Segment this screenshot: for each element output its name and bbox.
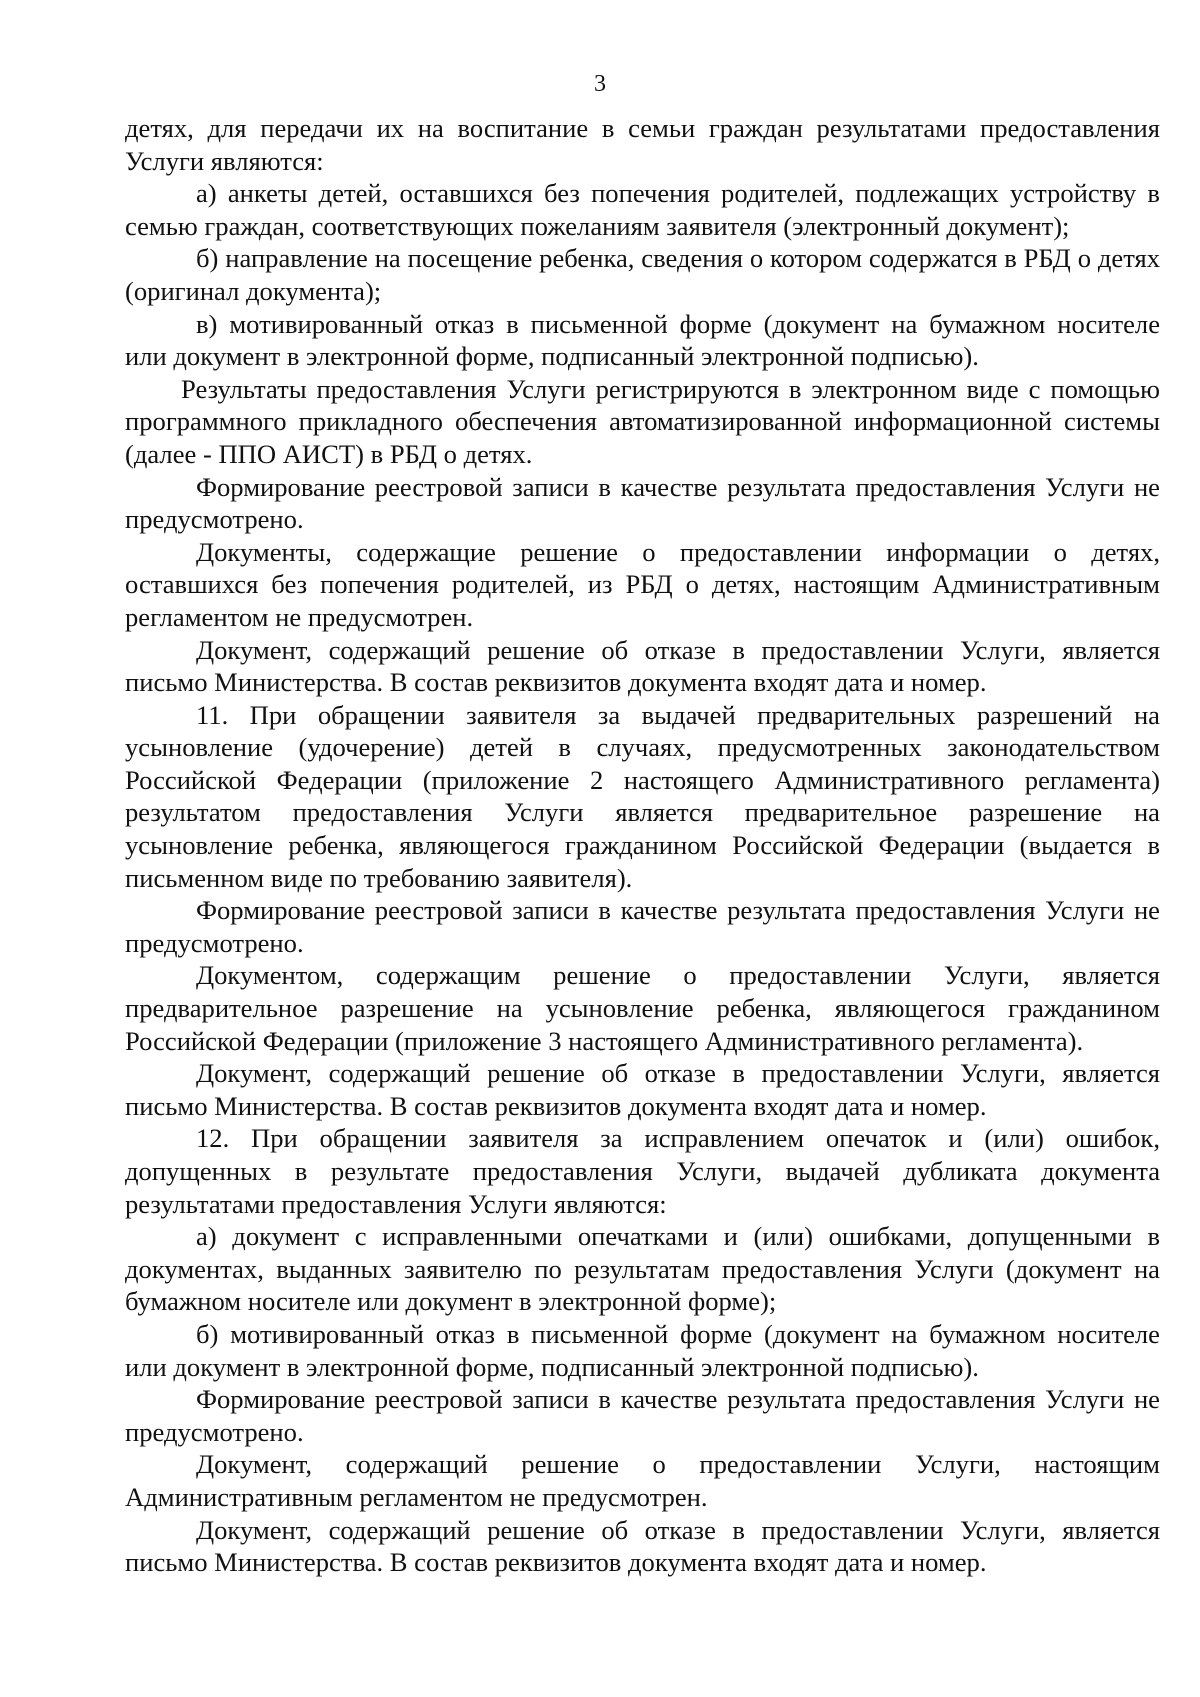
page-number: 3 [594,71,606,97]
paragraph: Документом, содержащим решение о предоставлении Услуги, является предварительное разрешение на усыновление ребенка, являющегося гражданином Российской Федерации (приложение 3 настоящего Административного регламента). [125,960,1160,1056]
paragraph: 12. При обращении заявителя за исправлением опечаток и (или) ошибок, допущенных в результате предоставления Услуги, выдачей дубликата документа результатами предоставления Услуги являются: [125,1123,1160,1219]
paragraph: Документ, содержащий решение об отказе в предоставлении Услуги, является письмо Министерства. В состав реквизитов документа входят дата и номер. [125,1514,1160,1578]
paragraph: Формирование реестровой записи в качестве результата предоставления Услуги не предусмотрено. [125,1384,1160,1447]
document-body [125,112,1160,1579]
paragraph: б) мотивированный отказ в письменной форме (документ на бумажном носителе или документ в электронной форме, подписанный электронной подписью). [125,1318,1160,1382]
paragraph: Формирование реестровой записи в качестве результата предоставления Услуги не предусмотрено. [125,895,1160,958]
paragraph: Документ, содержащий решение об отказе в предоставлении Услуги, является письмо Министерства. В состав реквизитов документа входят дата и номер. [125,1058,1160,1121]
paragraph: Результаты предоставления Услуги регистрируются в электронном виде с помощью программного прикладного обеспечения автоматизированной информационной системы (далее - ППО АИСТ) в РБД о детях. [125,373,1160,469]
paragraph: Формирование реестровой записи в качестве результата предоставления Услуги не предусмотрено. [125,471,1160,535]
paragraph: Документы, содержащие решение о предоставлении информации о детях, оставшихся без попечения родителей, из РБД о детях, настоящим Административным регламентом не предусмотрен. [125,536,1160,632]
paragraph: в) мотивированный отказ в письменной форме (документ на бумажном носителе или документ в электронной форме, подписанный электронной подписью). [125,308,1160,372]
paragraph: а) документ с исправленными опечатками и (или) ошибками, допущенными в документах, выданных заявителю по результатам предоставления Услуги (документ на бумажном носителе или документ в электронной форме); [125,1221,1160,1317]
paragraph: б) направление на посещение ребенка, сведения о котором содержатся в РБД о детях (оригинал документа); [125,243,1160,306]
paragraph: Документ, содержащий решение об отказе в предоставлении Услуги, является письмо Министерства. В состав реквизитов документа входят дата и номер. [125,634,1160,698]
paragraph: детях, для передачи их на воспитание в семьи граждан результатами предоставления Услуги являются: [125,113,1160,176]
paragraph: а) анкеты детей, оставшихся без попечения родителей, подлежащих устройству в семью граждан, соответствующих пожеланиям заявителя (электронный документ); [125,178,1160,241]
paragraph: Документ, содержащий решение о предоставлении Услуги, настоящим Административным регламентом не предусмотрен. [125,1449,1160,1512]
paragraph: 11. При обращении заявителя за выдачей предварительных разрешений на усыновление (удочерение) детей в случаях, предусмотренных законодательством Российской Федерации (приложение 2 настоящего Административного регламента) результатом предоставления Услуги является предварительное разрешение на усыновление ребенка, являющегося гражданином Российской Федерации (выдается в письменном виде по требованию заявителя). [125,699,1160,893]
